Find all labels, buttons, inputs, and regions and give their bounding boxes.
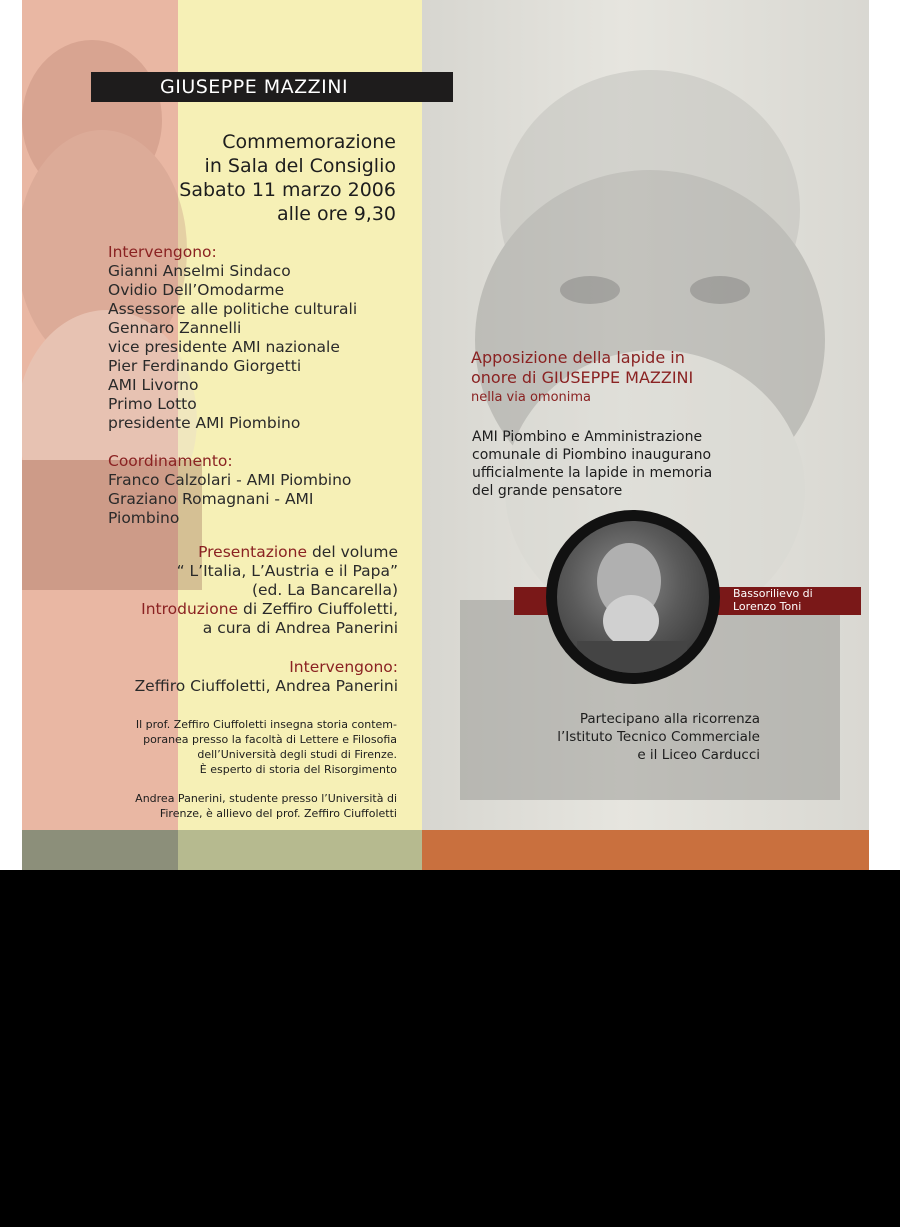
note-line: Il prof. Zeffiro Ciuffoletti insegna storia contem- bbox=[135, 718, 397, 731]
plaque-subtitle: nella via omonima bbox=[471, 390, 592, 405]
bas-relief-image bbox=[557, 521, 709, 673]
book-publisher: (ed. La Bancarella) bbox=[251, 581, 398, 599]
speaker-line: Gianni Anselmi Sindaco bbox=[108, 262, 291, 280]
mazzini-portrait-right bbox=[440, 40, 860, 800]
note-line: dell’Università degli studi di Firenze. bbox=[197, 748, 397, 761]
note-line: poranea presso la facoltà di Lettere e Filosofia bbox=[143, 733, 397, 746]
introduction-label: Introduzione bbox=[141, 600, 239, 618]
plaque-title-line: Apposizione della lapide in bbox=[471, 348, 685, 367]
presentation-block bbox=[96, 543, 398, 638]
participants-line: l’Istituto Tecnico Commerciale bbox=[557, 729, 760, 745]
presentation-label: Presentazione bbox=[198, 543, 308, 561]
note-line: Firenze, è allievo del prof. Zeffiro Ciuffoletti bbox=[159, 807, 397, 820]
bio-note-ciuffoletti bbox=[77, 717, 397, 777]
note-line: Andrea Panerini, studente presso l’Università di bbox=[135, 792, 397, 805]
bottom-bar-orange bbox=[422, 830, 869, 870]
participants-note bbox=[540, 710, 760, 764]
relief-caption-line: Bassorilievo di bbox=[733, 587, 813, 600]
relief-caption-line: Lorenzo Toni bbox=[733, 600, 802, 613]
speaker-line: presidente AMI Piombino bbox=[108, 414, 301, 432]
plaque-description bbox=[472, 428, 712, 500]
event-header bbox=[176, 130, 396, 226]
note-line: È esperto di storia del Risorgimento bbox=[199, 763, 397, 776]
left-title: GIUSEPPE MAZZINI bbox=[160, 76, 349, 98]
header-line: Commemorazione bbox=[222, 131, 396, 153]
book-title: “ L’Italia, L’Austria e il Papa” bbox=[176, 562, 398, 580]
bottom-bar-green bbox=[178, 830, 422, 870]
description-line: ufficialmente la lapide in memoria bbox=[472, 465, 713, 481]
coordination-block bbox=[108, 452, 351, 528]
speaker-line: Ovidio Dell’Omodarme bbox=[108, 281, 285, 299]
speakers-block bbox=[108, 243, 357, 433]
presentation-text: del volume bbox=[307, 543, 398, 561]
coordination-line: Graziano Romagnani - AMI bbox=[108, 490, 314, 508]
introduction-text: di Zeffiro Ciuffoletti, bbox=[238, 600, 398, 618]
speaker-line: AMI Livorno bbox=[108, 376, 199, 394]
description-line: del grande pensatore bbox=[472, 483, 623, 499]
bio-note-panerini bbox=[77, 791, 397, 821]
speaker-line: Gennaro Zannelli bbox=[108, 319, 242, 337]
coordination-line: Piombino bbox=[108, 509, 180, 527]
speakers2-line: Zeffiro Ciuffoletti, Andrea Panerini bbox=[134, 677, 398, 695]
header-line: alle ore 9,30 bbox=[277, 203, 396, 225]
participants-line: Partecipano alla ricorrenza bbox=[579, 711, 760, 727]
speaker-line: Assessore alle politiche culturali bbox=[108, 300, 358, 318]
speakers2-heading: Intervengono: bbox=[289, 658, 398, 676]
plaque-title-line: onore di GIUSEPPE MAZZINI bbox=[471, 368, 694, 387]
header-line: Sabato 11 marzo 2006 bbox=[179, 179, 396, 201]
header-line: in Sala del Consiglio bbox=[204, 155, 396, 177]
coordination-heading: Coordinamento: bbox=[108, 452, 233, 470]
speaker-line: vice presidente AMI nazionale bbox=[108, 338, 340, 356]
editor-line: a cura di Andrea Panerini bbox=[202, 619, 398, 637]
participants-line: e il Liceo Carducci bbox=[637, 747, 760, 763]
speaker-line: Pier Ferdinando Giorgetti bbox=[108, 357, 302, 375]
plaque-title bbox=[471, 348, 693, 408]
speaker-line: Primo Lotto bbox=[108, 395, 197, 413]
description-line: AMI Piombino e Amministrazione bbox=[472, 429, 703, 445]
coordination-line: Franco Calzolari - AMI Piombino bbox=[108, 471, 352, 489]
speakers2-block bbox=[96, 658, 398, 696]
relief-caption bbox=[733, 587, 813, 613]
speakers-heading: Intervengono: bbox=[108, 243, 217, 261]
relief-face bbox=[557, 521, 709, 673]
description-line: comunale di Piombino inaugurano bbox=[472, 447, 712, 463]
bottom-bar-grey bbox=[22, 830, 178, 870]
